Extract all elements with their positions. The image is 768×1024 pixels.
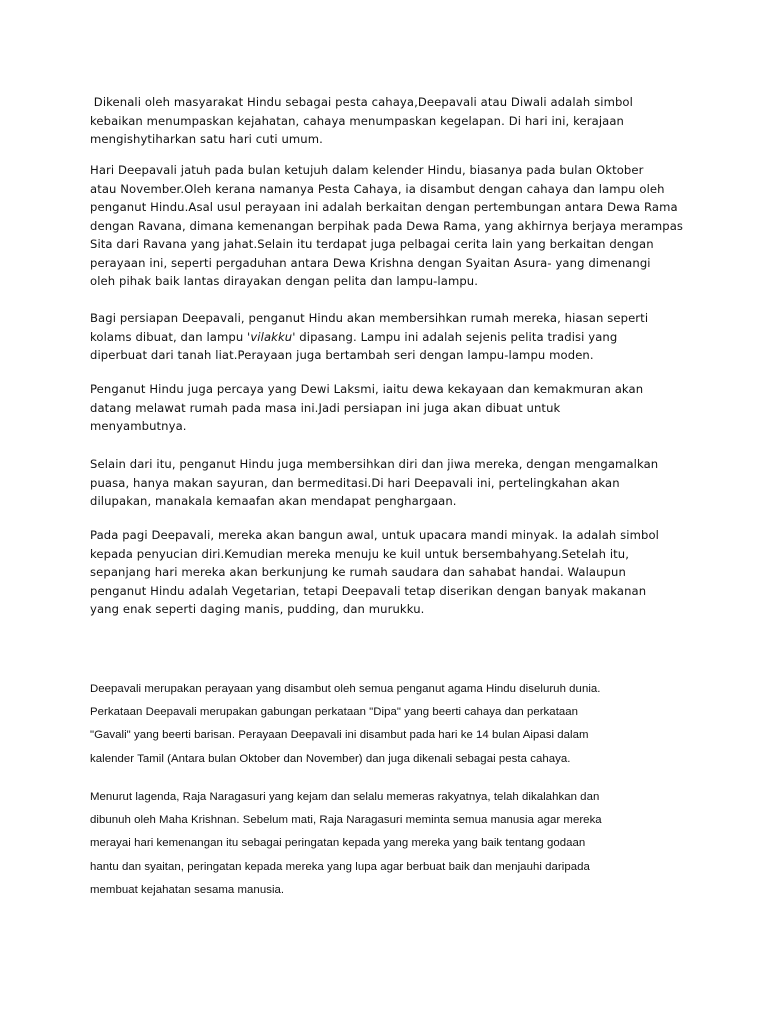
text-line: puasa, hanya makan sayuran, dan bermeditasi.Di hari Deepavali ini, pertelingkahan akan: [90, 475, 620, 490]
text-segment: dipasang. Lampu ini adalah sejenis pelita tradisi yang: [295, 329, 618, 344]
paragraph-cleansing: [90, 455, 670, 511]
text-line: diperbuat dari tanah liat.Perayaan juga bertambah seri dengan lampu-lampu moden.: [90, 348, 594, 362]
text-line: Hari Deepavali jatuh pada bulan ketujuh dalam kelender Hindu, biasanya pada bulan Oktober: [90, 163, 644, 177]
text-line: [90, 328, 670, 347]
text-line: Selain dari itu, penganut Hindu juga membersihkan diri dan jiwa mereka, dengan mengamalkan: [90, 457, 659, 471]
text-line: mengishytiharkan satu hari cuti umum.: [90, 132, 323, 146]
text-segment: kolams dibuat, dan lampu ': [90, 329, 251, 344]
text-line: Pada pagi Deepavali, mereka akan bangun awal, untuk upacara mandi minyak. Ia adalah simbol: [90, 528, 659, 542]
text-line: datang melawat rumah pada masa ini.Jadi persiapan ini juga akan dibuat untuk: [90, 400, 561, 415]
paragraph-preparation: [90, 309, 670, 365]
text-line: kepada penyucian diri.Kemudian mereka menuju ke kuil untuk bersembahyang.Setelah itu,: [90, 546, 630, 561]
text-line: dilupakan, manakala kemaafan akan mendapat penghargaan.: [90, 494, 457, 508]
text-line: penganut Hindu.Asal usul perayaan ini adalah berkaitan dengan pertembungan antara Dewa Rama: [90, 200, 678, 214]
text-line: Deepavali merupakan perayaan yang disambut oleh semua penganut agama Hindu diseluruh dunia.: [90, 683, 601, 695]
text-line: yang enak seperti daging manis, pudding, dan murukku.: [90, 602, 425, 616]
text-line: Menurut lagenda, Raja Naragasuri yang kejam dan selalu memeras rakyatnya, telah dikalahkan dan: [90, 791, 600, 803]
paragraph-laksmi: [90, 380, 670, 436]
text-line: dibunuh oleh Maha Krishnan. Sebelum mati, Raja Naragasuri meminta semua manusia agar mereka: [90, 814, 602, 827]
text-line: "Gavali" yang beerti barisan. Perayaan Deepavali ini disambut pada hari ke 14 bulan Aipasi dalam: [90, 729, 589, 742]
text-line: Bagi persiapan Deepavali, penganut Hindu akan membersihkan rumah mereka, hiasan seperti: [90, 311, 649, 325]
text-line: Perkataan Deepavali merupakan gabungan perkataan "Dipa" yang beerti cahaya dan perkataan: [90, 706, 579, 719]
text-line: merayai hari kemenangan itu sebagai peringatan kepada yang mereka yang baik tentang godaan: [90, 837, 586, 850]
text-line: oleh pihak baik lantas dirayakan dengan pelita dan lampu-lampu.: [90, 274, 479, 288]
text-line: kebaikan menumpaskan kejahatan, cahaya menumpaskan kegelapan. Di hari ini, kerajaan: [90, 113, 625, 128]
text-line: menyambutnya.: [90, 419, 187, 433]
text-line: Sita dari Ravana yang jahat.Selain itu terdapat juga pelbagai cerita lain yang berkaitan dengan: [90, 237, 654, 251]
paragraph-morning: [90, 526, 670, 619]
paragraph-intro: [90, 93, 670, 149]
text-line: Dikenali oleh masyarakat Hindu sebagai pesta cahaya,Deepavali atau Diwali adalah simbol: [90, 95, 633, 109]
paragraph-origin: [90, 161, 684, 291]
text-line: Penganut Hindu juga percaya yang Dewi Laksmi, iaitu dewa kekayaan dan kemakmuran akan: [90, 382, 644, 396]
text-line: dengan Ravana, dimana kemenangan berpihak pada Dewa Rama, yang akhirnya berjaya merampas: [90, 218, 684, 233]
text-line: membuat kejahatan sesama manusia.: [90, 883, 285, 896]
text-line: atau November.Oleh kerana namanya Pesta Cahaya, ia disambut dengan cahaya dan lampu oleh: [90, 181, 665, 196]
text-line: sepanjang hari mereka akan berkunjung ke rumah saudara dan sahabat handai. Walaupun: [90, 565, 626, 579]
paragraph-legend: [90, 786, 690, 902]
text-line: penganut Hindu adalah Vegetarian, tetapi Deepavali tetap diserikan dengan banyak makanan: [90, 583, 647, 598]
text-line: hantu dan syaitan, peringatan kepada mereka yang lupa agar berbuat baik dan menjauhi daripada: [90, 860, 590, 873]
italic-term: vilakku': [250, 329, 296, 344]
text-line: kalender Tamil (Antara bulan Oktober dan November) dan juga dikenali sebagai pesta cahaya.: [90, 752, 571, 765]
text-line: perayaan ini, seperti pergaduhan antara Dewa Krishna dengan Syaitan Asura- yang dimenangi: [90, 255, 651, 270]
paragraph-celebration: [90, 678, 690, 771]
